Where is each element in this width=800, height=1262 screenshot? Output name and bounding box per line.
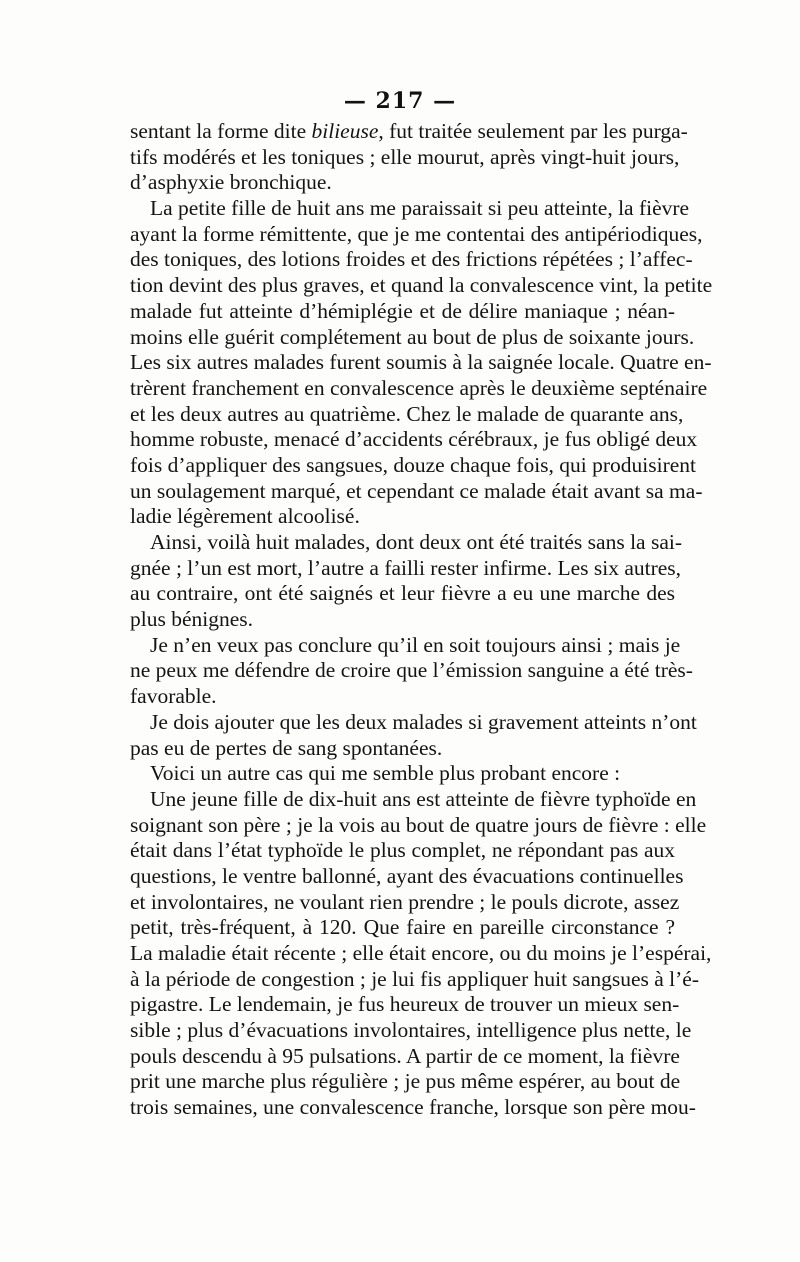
- text-line: La maladie était récente ; elle était encore, ou du moins je l’espérai,: [130, 941, 712, 965]
- text-line: trois semaines, une convalescence franche, lorsque son père mou-: [130, 1095, 696, 1120]
- text-line: prit une marche plus régulière ; je pus même espérer, au bout de: [130, 1069, 681, 1094]
- text-line: homme robuste, menacé d’accidents cérébraux, je fus obligé deux: [130, 427, 698, 452]
- text-line: Je n’en veux pas conclure qu’il en soit toujours ainsi ; mais je: [150, 632, 681, 657]
- text-line: à la période de congestion ; je lui fis appliquer huit sangsues à l’é-: [130, 966, 699, 991]
- emphasized-word: bilieuse: [311, 119, 379, 143]
- text-line: et involontaires, ne voulant rien prendre ; le pouls dicrote, assez: [130, 889, 680, 914]
- text-line: questions, le ventre ballonné, ayant des évacuations continuelles: [130, 863, 684, 888]
- text-line: Une jeune fille de dix-huit ans est atteinte de fièvre typhoïde en: [150, 786, 697, 811]
- text-line: malade fut atteinte d’hémiplégie et de délire maniaque ; néan-: [130, 298, 675, 323]
- text-line: tifs modérés et les toniques ; elle mourut, après vingt-huit jours,: [130, 144, 680, 169]
- text-line: ladie légèrement alcoolisé.: [130, 504, 360, 529]
- text-line: Les six autres malades furent soumis à la saignée locale. Quatre en-: [130, 350, 712, 375]
- text-line: plus bénignes.: [130, 607, 254, 632]
- text-line: pigastre. Le lendemain, je fus heureux de trouver un mieux sen-: [130, 992, 680, 1017]
- text-line: d’asphyxie bronchique.: [130, 170, 332, 195]
- text-line: tion devint des plus graves, et quand la convalescence vint, la petite: [130, 273, 713, 298]
- text-line: Voici un autre cas qui me semble plus probant encore :: [150, 761, 621, 786]
- body-text: [130, 119, 713, 1121]
- text-line: un soulagement marqué, et cependant ce malade était avant sa ma-: [130, 478, 703, 503]
- text-line: au contraire, ont été saignés et leur fièvre a eu une marche des: [130, 581, 675, 606]
- text-line: ne peux me défendre de croire que l’émission sanguine a été très-: [130, 658, 693, 683]
- text-line: ayant la forme rémittente, que je me contentai des antipériodiques,: [130, 221, 703, 246]
- text-line: gnée ; l’un est mort, l’autre a failli rester infirme. Les six autres,: [130, 555, 682, 580]
- text-line: pas eu de pertes de sang spontanées.: [130, 735, 443, 760]
- text-line: moins elle guérit complétement au bout de plus de soixante jours.: [130, 324, 695, 349]
- page-number: — 217 —: [343, 88, 457, 114]
- text-line: pouls descendu à 95 pulsations. A partir de ce moment, la fièvre: [130, 1043, 680, 1068]
- text-line: sible ; plus d’évacuations involontaires, intelligence plus nette, le: [130, 1018, 692, 1043]
- text-line: Ainsi, voilà huit malades, dont deux ont été traités sans la sai-: [150, 530, 683, 554]
- text-line: petit, très-fréquent, à 120. Que faire en pareille circonstance ?: [130, 915, 675, 940]
- text-line: des toniques, des lotions froides et des frictions répétées ; l’affec-: [130, 247, 693, 272]
- text-line: et les deux autres au quatrième. Chez le malade de quarante ans,: [130, 401, 684, 426]
- text-line: trèrent franchement en convalescence après le deuxième septénaire: [130, 375, 708, 400]
- text-line: La petite fille de huit ans me paraissait si peu atteinte, la fièvre: [150, 196, 690, 221]
- text-line: sentant la forme dite bilieuse, fut traitée seulement par les purga-: [130, 119, 688, 143]
- text-line: soignant son père ; je la vois au bout de quatre jours de fièvre : elle: [130, 812, 707, 837]
- text-line: était dans l’état typhoïde le plus complet, ne répondant pas aux: [130, 838, 675, 863]
- text-line: fois d’appliquer des sangsues, douze chaque fois, qui produisirent: [130, 452, 697, 477]
- text-line: favorable.: [130, 684, 217, 709]
- text-line: Je dois ajouter que les deux malades si gravement atteints n’ont: [150, 709, 697, 734]
